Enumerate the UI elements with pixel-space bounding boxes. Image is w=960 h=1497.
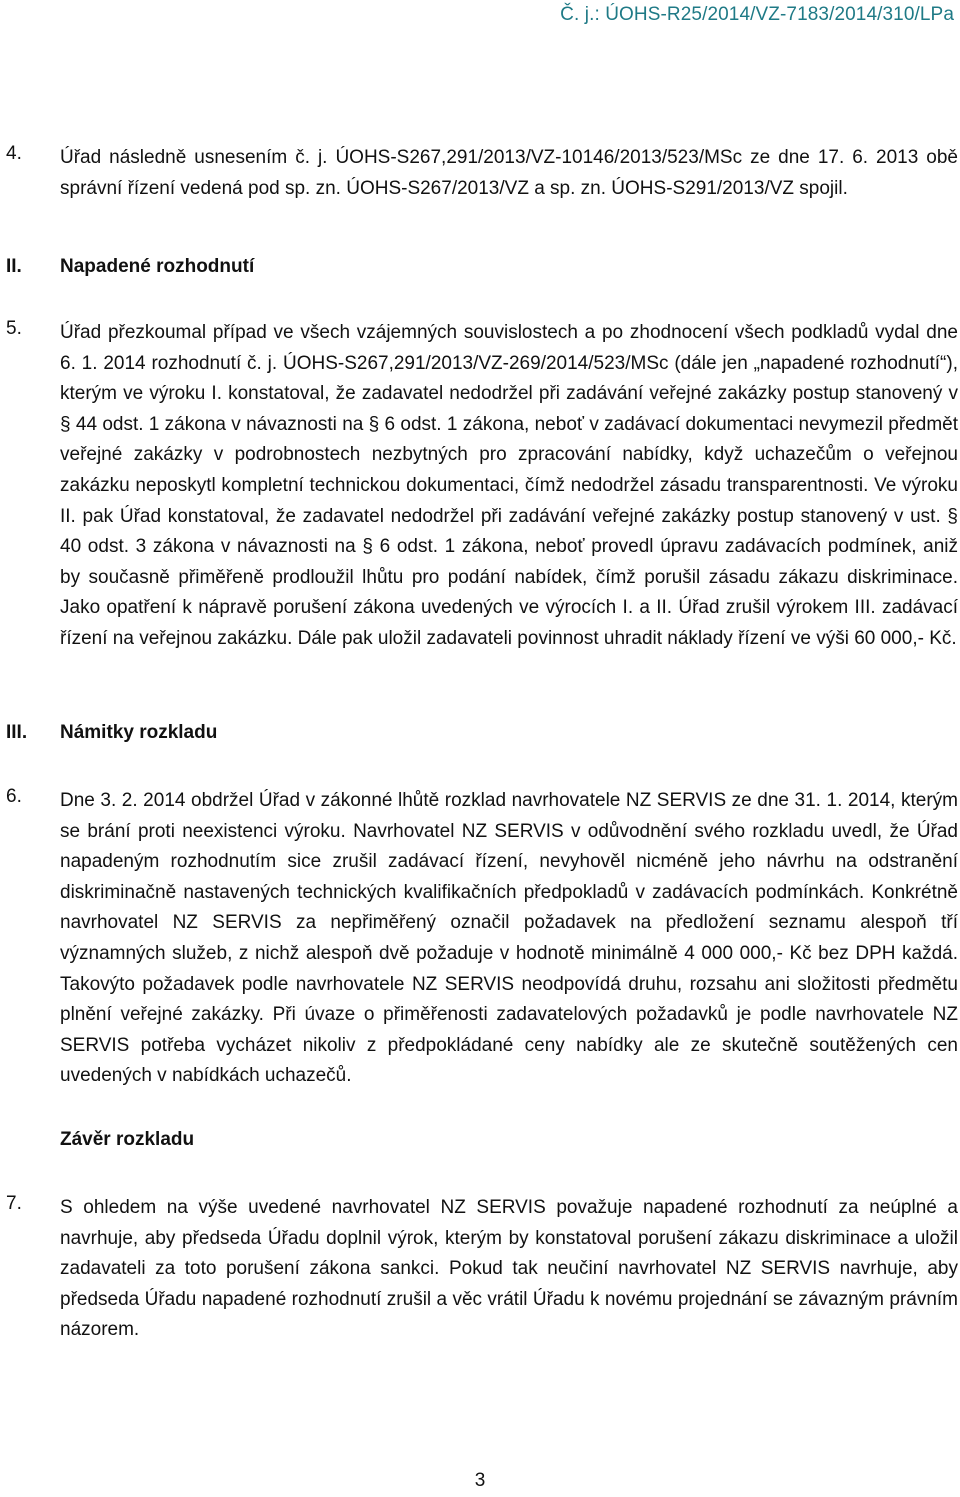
document-reference-header: Č. j.: ÚOHS-R25/2014/VZ-7183/2014/310/LPa: [560, 4, 954, 25]
paragraph-number: 4.: [6, 143, 22, 164]
section-number: III.: [6, 722, 28, 743]
section-heading: Napadené rozhodnutí: [60, 256, 255, 277]
paragraph-number: 5.: [6, 318, 22, 339]
section-heading: Námitky rozkladu: [60, 722, 218, 743]
section-number: II.: [6, 256, 22, 277]
subheading: Závěr rozkladu: [60, 1129, 195, 1150]
paragraph-number: 6.: [6, 786, 22, 807]
paragraph-text: Úřad přezkoumal případ ve všech vzájemných souvislostech a po zhodnocení všech podkladů vydal dne 6. 1. 2014 rozhodnutí č. j. ÚOHS-S267,291/2013/VZ-269/2014/523/MSc (dále jen „napadené rozhodnutí“), kterým ve výroku I. konstatoval, že zadavatel nedodržel při zadávání veřejné zakázky postup stanovený v § 44 odst. 1 zákona v návaznosti na § 6 odst. 1 zákona, neboť v zadávací dokumentaci nevymezil předmět veřejné zakázky v podrobnostech nezbytných pro zpracování nabídky, když uchazečům o veřejnou zakázku neposkytl kompletní technickou dokumentaci, čímž nedodržel zásadu transparentnosti. Ve výroku II. pak Úřad konstatoval, že zadavatel nedodržel při zadávání veřejné zakázky postup stanovený v ust. § 40 odst. 3 zákona v návaznosti na § 6 odst. 1 zákona, neboť provedl úpravu zadávacích podmínek, aniž by současně přiměřeně prodloužil lhůtu pro podání nabídek, čímž porušil zásadu zákazu diskriminace. Jako opatření k nápravě porušení zákona uvedených ve výrocích I. a II. Úřad zrušil výrokem III. zadávací řízení na veřejnou zakázku. Dále pak uložil zadavateli povinnost uhradit náklady řízení ve výši 60 000,- Kč.: [60, 322, 958, 649]
paragraph-text: Dne 3. 2. 2014 obdržel Úřad v zákonné lhůtě rozklad navrhovatele NZ SERVIS ze dne 31. 1. 2014, kterým se brání proti neexistenci výroku. Navrhovatel NZ SERVIS v odůvodnění svého rozkladu uvedl, že Úřad napadeným rozhodnutím sice zrušil zadávací řízení, nevyhověl nicméně jeho návrhu na odstranění diskriminačně nastavených technických kvalifikačních předpokladů v zadávacích podmínkách. Konkrétně navrhovatel NZ SERVIS za nepřiměřený označil požadavek na předložení seznamu alespoň tří významných služeb, z nichž alespoň dvě požaduje v hodnotě minimálně 4 000 000,- Kč bez DPH každá. Takovýto požadavek podle navrhovatele NZ SERVIS neodpovídá druhu, rozsahu ani složitosti předmětu plnění veřejné zakázky. Při úvaze o přiměřenosti zadavatelových požadavků je podle navrhovatele NZ SERVIS potřeba vycházet nikoliv z předpokládané ceny nabídky ale ze skutečně soutěžených cen uvedených v nabídkách uchazečů.: [60, 790, 958, 1087]
paragraph-number: 7.: [6, 1193, 22, 1214]
paragraph-text: S ohledem na výše uvedené navrhovatel NZ SERVIS považuje napadené rozhodnutí za neúplné a navrhuje, aby předseda Úřadu doplnil výrok, kterým by konstatoval porušení zákazu diskriminace a uložil zadavateli za toto porušení zákona sankci. Pokud tak neučiní navrhovatel NZ SERVIS navrhuje, aby předseda Úřadu napadené rozhodnutí zrušil a věc vrátil Úřadu k novému projednání se závazným právním názorem.: [60, 1197, 958, 1341]
paragraph-text: Úřad následně usnesením č. j. ÚOHS-S267,291/2013/VZ-10146/2013/523/MSc ze dne 17. 6. 2013 obě správní řízení vedená pod sp. zn. ÚOHS-S267/2013/VZ a sp. zn. ÚOHS-S291/2013/VZ spojil.: [60, 147, 958, 199]
page-number: 3: [474, 1470, 486, 1491]
